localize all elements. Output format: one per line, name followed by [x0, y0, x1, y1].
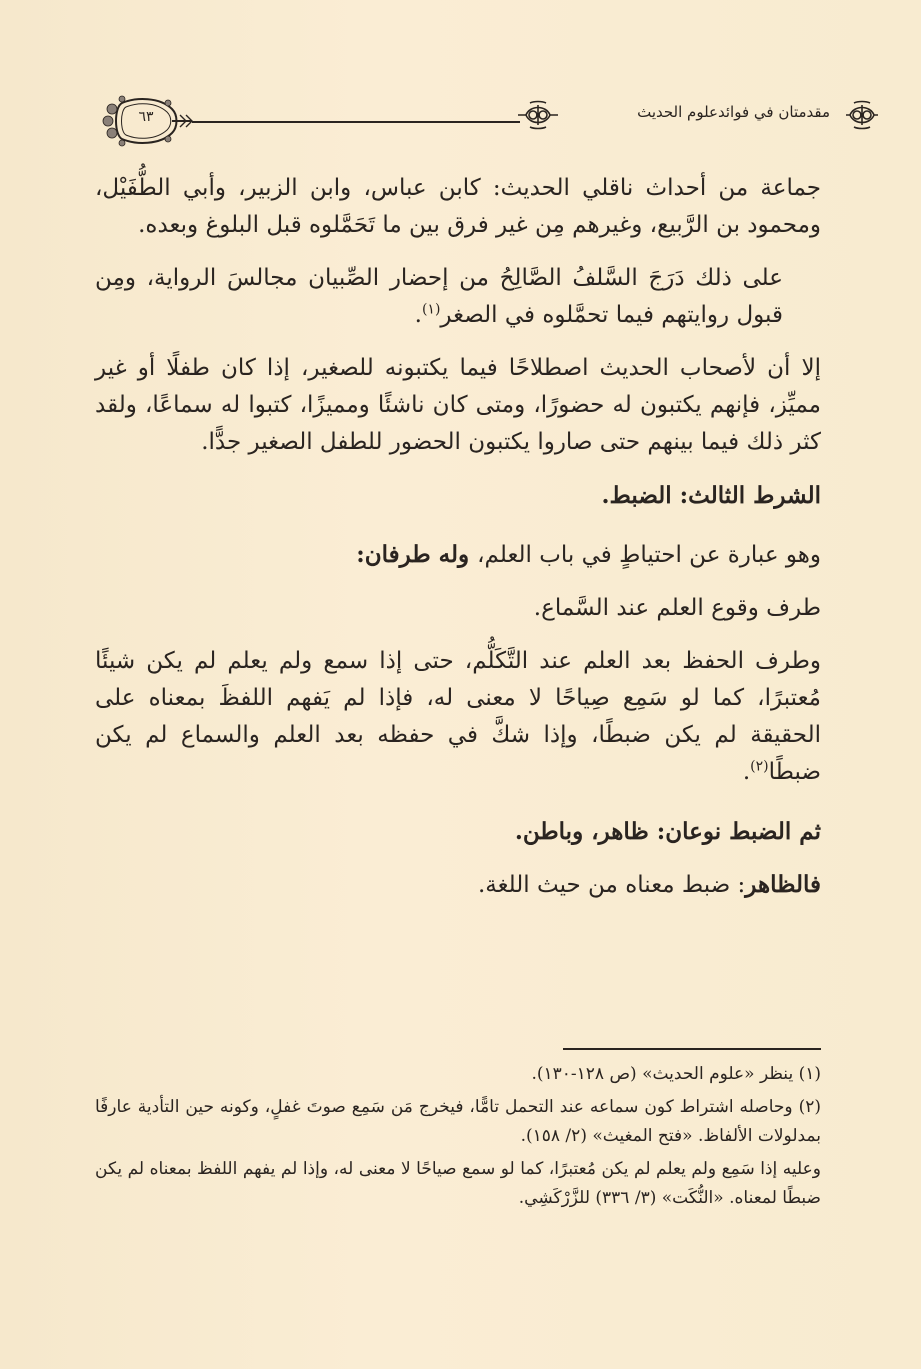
section-heading: [95, 477, 821, 514]
section-heading: [95, 813, 821, 850]
footnote: [95, 1060, 821, 1089]
paragraph-text: طرف وقوع العلم عند السَّماع.: [533, 595, 821, 621]
page-number: ٦٣: [138, 109, 154, 125]
footnote-text: وعليه إذا سَمِع ولم يعلم لم يكن مُعتبرًا، كما لو سمع صياحًا لا معنى له، وإذا لم يفهم اللفظ بمعناه لم يكن ضبطًا لمعناه. «النُّكَت» (٣/ ٣٣٦) للزَّرْكَشِي.: [95, 1159, 821, 1208]
paragraph: وطرف الحفظ بعد العلم عند التَّكَلُّم، حتى إذا سمع ولم يعلم لم يكن شيئًا مُعتبرًا، كما لو سَمِع صِياحًا لا معنى له، فإذا لم يَفهم اللفظَ بمعناه على الحقيقة لم يكن ضبطًا، وإذا شكَّ في حفظه بعد العلم والسماع لم يكن ضبطًا$^{(٢)}$.: [95, 648, 821, 785]
paragraph-text-bold: وله طرفان:: [356, 541, 478, 568]
heading-text: الشرط الثالث: الضبط.: [601, 482, 821, 509]
footnote-continuation: [95, 1155, 821, 1213]
heading-text: ثم الضبط نوعان: ظاهر، وباطن.: [514, 818, 821, 845]
arabesque-ornament-icon: [844, 99, 880, 131]
footnote-ref[interactable]: (٢): [750, 758, 769, 775]
footnote: [95, 1093, 821, 1151]
footnote-marker: (١): [798, 1064, 821, 1084]
paragraph-text: : ضبط معناه من حيث اللغة.: [477, 872, 746, 898]
paragraph-text: جماعة من أحداث ناقلي الحديث: كابن عباس، وابن الزبير، وأبي الطُّفَيْل، ومحمود بن الرَّبيع، وغيرهم مِن غير فرق بين ما تَحَمَّلوه قبل البلوغ وبعده.: [95, 175, 821, 238]
footnote-marker: (٢): [798, 1097, 821, 1117]
term-label: فالظاهر: [745, 871, 821, 898]
paragraph: [95, 866, 821, 904]
paragraph-text: وطرف الحفظ بعد العلم عند التَّكَلُّم، حتى إذا سمع ولم يعلم لم يكن شيئًا مُعتبرًا، كما لو سَمِع صِياحًا لا معنى له، فإذا لم يَفهم اللفظَ بمعناه على الحقيقة لم يكن ضبطًا، وإذا شكَّ في حفظه بعد العلم والسماع لم يكن ضبطًا: [95, 648, 821, 785]
paragraph: [95, 170, 821, 244]
paragraph: على ذلك دَرَجَ السَّلفُ الصَّالِحُ من إحضار الصِّبيان مجالسَ الرواية، ومِن قبول روايتهم فيما تحمَّلوه في الصغر$^{(١)}$.: [95, 265, 783, 328]
footnote-text: وحاصله اشتراط كون سماعه عند التحمل تامًّا، فيخرج مَن سَمِع صوتَ غفلٍ، وكونه حين التأدية عارفًا بمدلولات الألفاظ. «فتح المغيث» (٢/ ١٥٨).: [95, 1097, 821, 1146]
header-rule: [192, 121, 520, 123]
main-text: [95, 170, 821, 904]
paragraph-text: على ذلك دَرَجَ السَّلفُ الصَّالِحُ من إحضار الصِّبيان مجالسَ الرواية، ومِن قبول روايتهم فيما تحمَّلوه في الصغر: [95, 265, 783, 328]
running-header: [100, 95, 880, 155]
arabesque-ornament-icon: [518, 99, 558, 131]
footnote-ref[interactable]: (١): [421, 301, 441, 318]
paragraph: [95, 536, 821, 574]
paragraph-text: وهو عبارة عن احتياطٍ في باب العلم،: [477, 542, 821, 568]
footnote-text: ينظر «علوم الحديث» (ص ١٢٨-١٣٠).: [531, 1064, 794, 1084]
footnotes: [95, 1060, 821, 1213]
footnote-separator: [563, 1048, 821, 1050]
book-title: مقدمتان في فوائدعلوم الحديث: [637, 103, 830, 121]
paragraph-text: إلا أن لأصحاب الحديث اصطلاحًا فيما يكتبونه للصغير، إذا كان طفلًا أو غير مميِّز، فإنهم يكتبون له حضورًا، ومتى كان ناشئًا ومميزًا، كتبوا له سماعًا، ولقد كثر ذلك فيما بينهم حتى صاروا يكتبون الحضور للطفل الصغير جدًّا.: [95, 355, 821, 455]
paragraph: [95, 350, 821, 461]
paragraph: [95, 590, 821, 627]
